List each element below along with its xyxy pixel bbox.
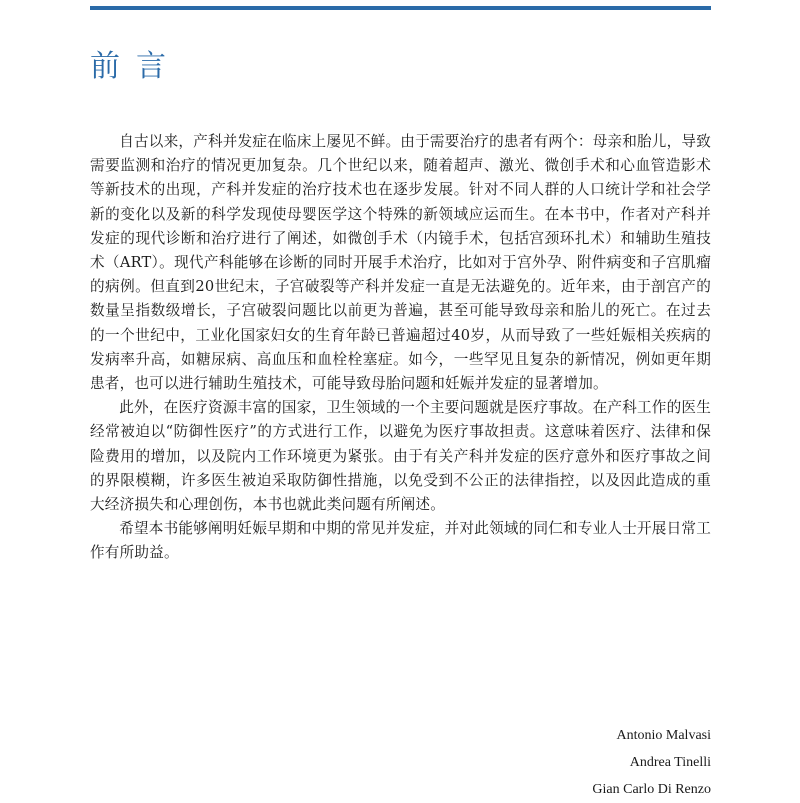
author-name: Andrea Tinelli xyxy=(629,755,711,770)
paragraph-3: 希望本书能够阐明妊娠早期和中期的常见并发症，并对此领域的同仁和专业人士开展日常工作有所助益。 xyxy=(90,520,711,562)
author-signatures xyxy=(592,722,711,803)
page-title: 前言 xyxy=(90,49,182,84)
author-name: Gian Carlo Di Renzo xyxy=(592,782,711,797)
paragraph-1: 自古以来，产科并发症在临床上屡见不鲜。由于需要治疗的患者有两个：母亲和胎儿，导致需要监测和治疗的情况更加复杂。几个世纪以来，随着超声、激光、微创手术和心血管造影术等新技术的出现，产科并发症的治疗技术也在逐步发展。针对不同人群的人口统计学和社会学新的变化以及新的科学发现使母婴医学这个特殊的新领域应运而生。在本书中，作者对产科并发症的现代诊断和治疗进行了阐述，如微创手术（内镜手术，包括宫颈环扎术）和辅助生殖技术（ART）。现代产科能够在诊断的同时开展手术治疗，比如对于宫外孕、附件病变和子宫肌瘤的病例。但直到20世纪末，子宫破裂等产科并发症一直是无法避免的。近年来，由于剖宫产的数量呈指数级增长，子宫破裂问题比以前更为普遍，甚至可能导致母亲和胎儿的死亡。在过去的一个世纪中，工业化国家妇女的生育年龄已普遍超过40岁，从而导致了一些妊娠相关疾病的发病率升高，如糖尿病、高血压和血栓栓塞症。如今，一些罕见且复杂的新情况，例如更年期患者，也可以进行辅助生殖技术，可能导致母胎问题和妊娠并发症的显著增加。 xyxy=(90,133,711,393)
header-rule xyxy=(90,6,711,10)
author-name: Antonio Malvasi xyxy=(616,728,711,743)
preface-body xyxy=(90,130,711,566)
paragraph-2: 此外，在医疗资源丰富的国家，卫生领域的一个主要问题就是医疗事故。在产科工作的医生经常被迫以“防御性医疗”的方式进行工作，以避免为医疗事故担责。这意味着医疗、法律和保险费用的增加，以及院内工作环境更为紧张。由于有关产科并发症的医疗意外和医疗事故之间的界限模糊，许多医生被迫采取防御性措施，以免受到不公正的法律指控，以及因此造成的重大经济损失和心理创伤，本书也就此类问题有所阐述。 xyxy=(90,399,711,514)
